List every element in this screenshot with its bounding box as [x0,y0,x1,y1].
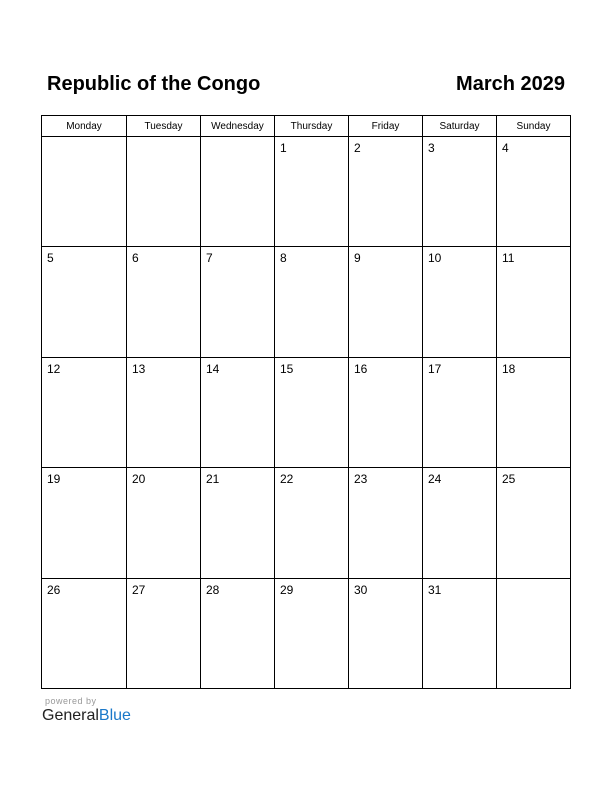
day-number: 5 [47,251,54,266]
day-number: 26 [47,582,61,597]
day-number: 31 [428,582,442,597]
day-cell [423,358,497,468]
day-cell [275,579,349,689]
day-number: 16 [354,361,368,376]
day-cell [349,358,423,468]
day-cell [201,468,275,578]
day-cell [497,579,570,689]
day-number: 30 [354,582,368,597]
day-number: 1 [280,141,287,155]
day-number: 14 [206,361,220,376]
day-cell [423,579,497,689]
day-cell [275,468,349,578]
month-year-title: March 2029 [456,73,565,95]
brand-logo [42,696,131,726]
day-number: 15 [280,361,294,376]
day-cell [349,579,423,689]
day-cell [497,137,570,247]
day-cell [423,468,497,578]
day-number: 11 [502,251,515,266]
weekday-header-tuesday: Tuesday [127,116,201,137]
day-cell [127,137,201,247]
country-title: Republic of the Congo [47,73,261,95]
day-number: 25 [502,472,516,487]
day-number: 12 [47,361,61,376]
weekday-header-friday: Friday [349,116,423,137]
day-cell [127,579,201,689]
day-cell [275,137,349,247]
calendar-grid [41,115,571,689]
day-cell [349,137,423,247]
day-cell [42,358,127,468]
day-number: 3 [428,141,435,155]
day-number: 7 [206,251,213,266]
weekday-header-saturday: Saturday [423,116,497,137]
powered-by-text: powered by [45,696,97,706]
brand-name-part1: General [42,707,99,724]
day-number: 24 [428,472,442,487]
day-cell [201,579,275,689]
day-cell [42,579,127,689]
brand-name-part2: Blue [98,707,131,724]
day-cell [42,137,127,247]
day-cell [423,137,497,247]
day-number: 13 [132,361,146,376]
day-number: 27 [132,582,146,597]
day-number: 28 [206,582,220,597]
day-number: 9 [354,251,361,266]
day-cell [201,247,275,357]
day-cell [497,358,570,468]
day-number: 6 [132,251,139,266]
day-cell [127,358,201,468]
day-number: 10 [428,251,442,266]
day-number: 2 [354,141,361,155]
day-cell [275,247,349,357]
day-cell [349,468,423,578]
day-number: 19 [47,472,61,487]
day-number: 22 [280,472,294,487]
day-number: 4 [502,141,509,155]
weekday-header-sunday: Sunday [497,116,570,137]
day-cell [349,247,423,357]
day-cell [275,358,349,468]
day-cell [127,468,201,578]
day-number: 20 [132,472,146,487]
day-cell [42,468,127,578]
weekday-header-monday: Monday [42,116,127,137]
day-cell [127,247,201,357]
weekday-header-thursday: Thursday [275,116,349,137]
day-number: 18 [502,361,516,376]
brand-name [42,706,131,726]
day-cell [497,247,570,357]
day-cell [42,247,127,357]
day-number: 29 [280,582,294,597]
day-cell [201,137,275,247]
day-cell [423,247,497,357]
day-cell [201,358,275,468]
day-number: 23 [354,472,368,487]
weekday-header-wednesday: Wednesday [201,116,275,137]
day-cell [497,468,570,578]
day-number: 17 [428,361,442,376]
day-number: 8 [280,251,287,266]
day-number: 21 [206,472,220,487]
